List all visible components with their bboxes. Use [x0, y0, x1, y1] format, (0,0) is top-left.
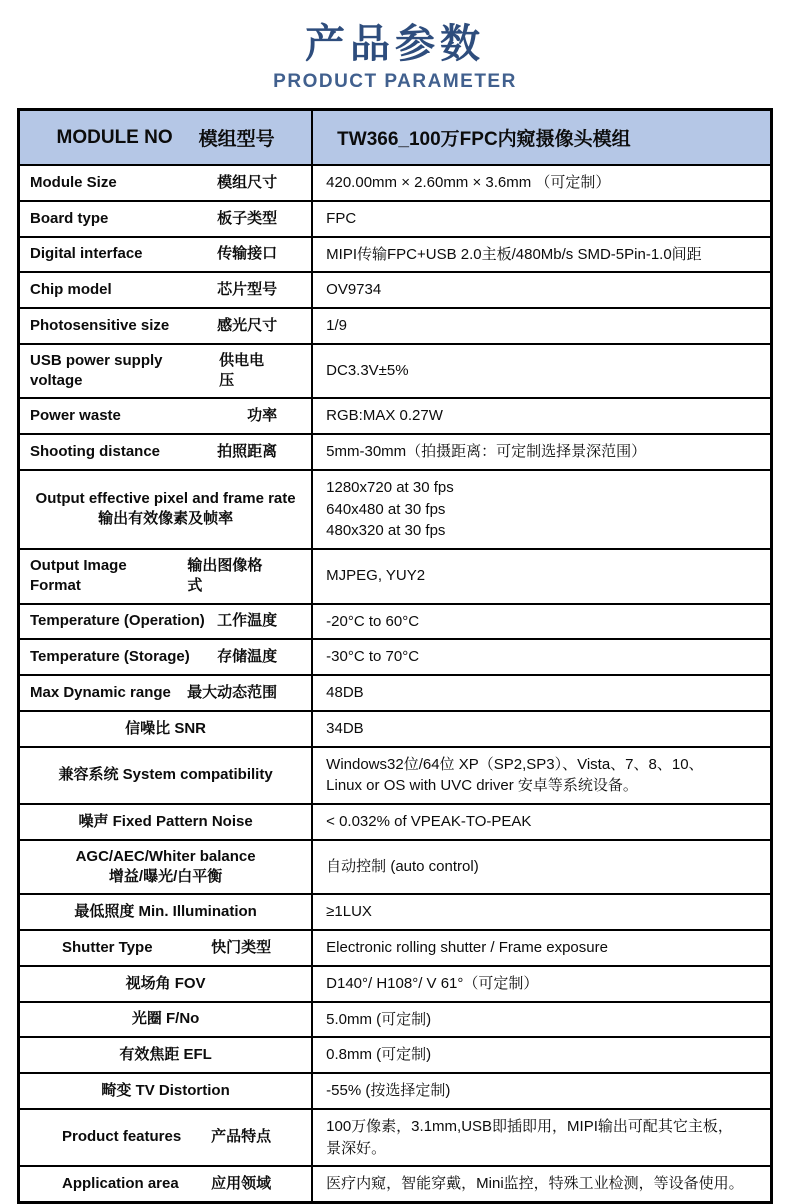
param-value — [312, 804, 771, 840]
param-label-text: 工作温度 — [217, 612, 278, 630]
param-value-line: -20°C to 60°C — [326, 612, 420, 630]
table-row — [19, 549, 772, 604]
param-label — [19, 639, 313, 675]
param-value-line: 34DB — [326, 719, 364, 737]
param-value — [312, 1109, 771, 1167]
table-row — [19, 201, 772, 237]
param-value — [312, 747, 771, 805]
param-value — [312, 966, 771, 1002]
param-label-text: 最低照度 Min. Illumination — [74, 903, 257, 920]
param-label-text: Max Dynamic range — [30, 683, 171, 701]
param-value — [312, 1166, 771, 1202]
param-label-text: Digital interface — [30, 245, 143, 263]
param-value-line: Electronic rolling shutter / Frame exposure — [326, 939, 608, 956]
param-label — [19, 1073, 313, 1109]
param-label — [19, 549, 313, 604]
table-row — [19, 237, 772, 273]
param-value — [312, 434, 771, 470]
param-label — [19, 675, 313, 711]
table-row — [19, 308, 772, 344]
param-label-text: 应用领域 — [211, 1175, 272, 1192]
table-row — [19, 604, 772, 640]
table-row — [19, 470, 772, 549]
param-label — [19, 344, 313, 399]
param-value-line: 480x320 at 30 fps — [326, 522, 446, 540]
param-value — [312, 165, 771, 201]
param-label-text: Output Image Format — [30, 557, 127, 595]
table-row — [19, 1002, 772, 1038]
param-value-line: -30°C to 70°C — [326, 648, 420, 666]
param-value-line: < 0.032% of VPEAK-TO-PEAK — [326, 813, 532, 830]
param-label-text: 最大动态范围 — [187, 683, 278, 701]
table-row — [19, 1037, 772, 1073]
param-label — [19, 711, 313, 747]
param-value — [312, 1073, 771, 1109]
param-label — [19, 804, 313, 840]
param-label-text: 板子类型 — [217, 209, 278, 227]
param-label-text: 视场角 FOV — [125, 974, 206, 992]
table-row — [19, 434, 772, 470]
param-label-text: 输出图像格式 — [187, 557, 263, 595]
param-label — [19, 1037, 313, 1073]
param-value-line: 420.00mm × 2.60mm × 3.6mm （可定制） — [326, 174, 611, 191]
param-label-text: 产品特点 — [211, 1128, 272, 1146]
param-value-line: FPC — [326, 209, 357, 227]
param-label — [19, 308, 313, 344]
param-value-line: MJPEG, YUY2 — [326, 567, 426, 585]
param-label — [19, 165, 313, 201]
table-row — [19, 894, 772, 930]
param-value-line: RGB:MAX 0.27W — [326, 407, 443, 425]
table-row — [19, 272, 772, 308]
param-label-text: 模组尺寸 — [217, 173, 278, 191]
param-value-line: 48DB — [326, 684, 364, 701]
param-label-text: Application area — [62, 1175, 179, 1192]
param-label-text: Temperature (Storage) — [30, 648, 190, 665]
param-label-text: AGC/AEC/Whiter balance — [75, 847, 256, 865]
param-label-text: 芯片型号 — [217, 281, 278, 298]
table-row — [19, 398, 772, 434]
param-label-text: 传输接口 — [217, 245, 278, 263]
param-value-line: -55% (按选择定制) — [326, 1082, 451, 1099]
param-label — [19, 398, 313, 434]
param-value-line: 自动控制 (auto control) — [326, 858, 479, 876]
param-label — [19, 966, 313, 1002]
param-value — [312, 675, 771, 711]
param-label — [19, 434, 313, 470]
param-value — [312, 549, 771, 604]
param-label-text: 畸变 TV Distortion — [101, 1081, 230, 1099]
param-label-text: Module Size — [30, 173, 117, 191]
table-row — [19, 639, 772, 675]
param-value — [312, 308, 771, 344]
param-label — [19, 840, 313, 895]
param-label-text: 输出有效像素及帧率 — [98, 510, 234, 528]
table-row — [19, 804, 772, 840]
param-label-text: Photosensitive size — [30, 316, 170, 334]
param-value-line: OV9734 — [326, 281, 382, 299]
param-value-line: ≥1LUX — [326, 903, 372, 921]
param-value — [312, 201, 771, 237]
table-row — [19, 1073, 772, 1109]
page-subtitle: PRODUCT PARAMETER — [273, 71, 517, 92]
param-value — [312, 237, 771, 273]
param-label-text: Output effective pixel and frame rate — [35, 490, 296, 508]
param-label-text: 感光尺寸 — [217, 316, 278, 334]
module-name-header-cell: TW366_100万FPC内窥摄像头模组 — [312, 110, 771, 166]
param-label-text: Shutter Type — [62, 938, 153, 956]
param-value — [312, 272, 771, 308]
param-value-line: 100万像素，3.1mm,USB即插即用，MIPI输出可配其它主板， — [326, 1117, 733, 1135]
param-value — [312, 1002, 771, 1038]
param-value — [312, 470, 771, 549]
spec-table-body — [19, 165, 772, 1203]
spec-table — [17, 108, 773, 1204]
param-label-text: 有效焦距 EFL — [119, 1046, 212, 1063]
param-label-text: Shooting distance — [30, 442, 161, 460]
param-value-line: 医疗内窥，智能穿戴，Mini监控，特殊工业检测，等设备使用。 — [326, 1175, 744, 1193]
param-value — [312, 398, 771, 434]
param-value-line: MIPI传输FPC+USB 2.0主板/480Mb/s SMD-5Pin-1.0间距 — [326, 245, 702, 263]
param-label — [19, 930, 313, 966]
module-no-label-zh: 模组型号 — [198, 129, 275, 150]
param-value-line: 5mm-30mm（拍摄距离：可定制选择景深范围） — [326, 443, 647, 460]
table-row — [19, 966, 772, 1002]
param-value-line: 景深好。 — [326, 1139, 387, 1157]
param-label-text: 噪声 Fixed Pattern Noise — [78, 812, 253, 830]
param-label — [19, 1002, 313, 1038]
param-label — [19, 1166, 313, 1202]
param-label — [19, 1109, 313, 1167]
param-label-text: 信噪比 SNR — [125, 719, 206, 737]
param-value-line: 1280x720 at 30 fps — [326, 478, 454, 496]
param-value — [312, 1037, 771, 1073]
param-label-text: Power waste — [30, 407, 121, 424]
param-label — [19, 747, 313, 805]
table-row — [19, 747, 772, 805]
param-value-line: 0.8mm (可定制) — [326, 1046, 432, 1064]
param-value — [312, 930, 771, 966]
param-value-line: Linux or OS with UVC driver 安卓等系统设备。 — [326, 777, 638, 795]
table-row — [19, 1109, 772, 1167]
param-label — [19, 237, 313, 273]
param-label-text: 增益/曝光/白平衡 — [108, 868, 223, 885]
table-header-row — [19, 110, 772, 166]
param-value — [312, 840, 771, 895]
table-row — [19, 165, 772, 201]
param-label-text: 存储温度 — [217, 648, 278, 665]
param-label — [19, 201, 313, 237]
table-row — [19, 675, 772, 711]
param-label-text: 供电电压 — [219, 351, 265, 389]
table-row — [19, 711, 772, 747]
param-value — [312, 344, 771, 399]
param-label-text: Chip model — [30, 281, 112, 298]
param-label-text: 快门类型 — [211, 938, 272, 956]
param-value-line: Windows32位/64位 XP（SP2,SP3）、Vista、7、8、10、 — [326, 755, 704, 773]
param-value — [312, 711, 771, 747]
page-title: 产品参数 — [305, 22, 485, 66]
param-label-text: Product features — [62, 1128, 182, 1146]
param-value-line: 1/9 — [326, 317, 348, 334]
param-label — [19, 272, 313, 308]
param-label-text: Temperature (Operation) — [30, 612, 205, 630]
param-label-text: 兼容系统 System compatibility — [58, 766, 273, 784]
param-label-text: USB power supply voltage — [30, 351, 163, 389]
param-label — [19, 470, 313, 549]
module-no-label-en: MODULE NO — [56, 126, 173, 148]
param-label-text: Board type — [30, 209, 109, 227]
param-value-line: 5.0mm (可定制) — [326, 1010, 432, 1028]
param-value-line: D140°/ H108°/ V 61°（可定制） — [326, 974, 539, 992]
param-label — [19, 894, 313, 930]
table-row — [19, 840, 772, 895]
param-value — [312, 639, 771, 675]
param-label — [19, 604, 313, 640]
param-label-text: 光圈 F/No — [131, 1010, 200, 1028]
param-label-text: 功率 — [247, 407, 278, 424]
param-value-line: DC3.3V±5% — [326, 362, 409, 380]
table-row — [19, 344, 772, 399]
param-value-line: 640x480 at 30 fps — [326, 500, 446, 518]
param-value — [312, 894, 771, 930]
page-header — [0, 0, 790, 93]
param-label-text: 拍照距离 — [217, 442, 278, 460]
table-row — [19, 930, 772, 966]
module-no-header-cell — [19, 110, 313, 166]
table-row — [19, 1166, 772, 1202]
param-value — [312, 604, 771, 640]
